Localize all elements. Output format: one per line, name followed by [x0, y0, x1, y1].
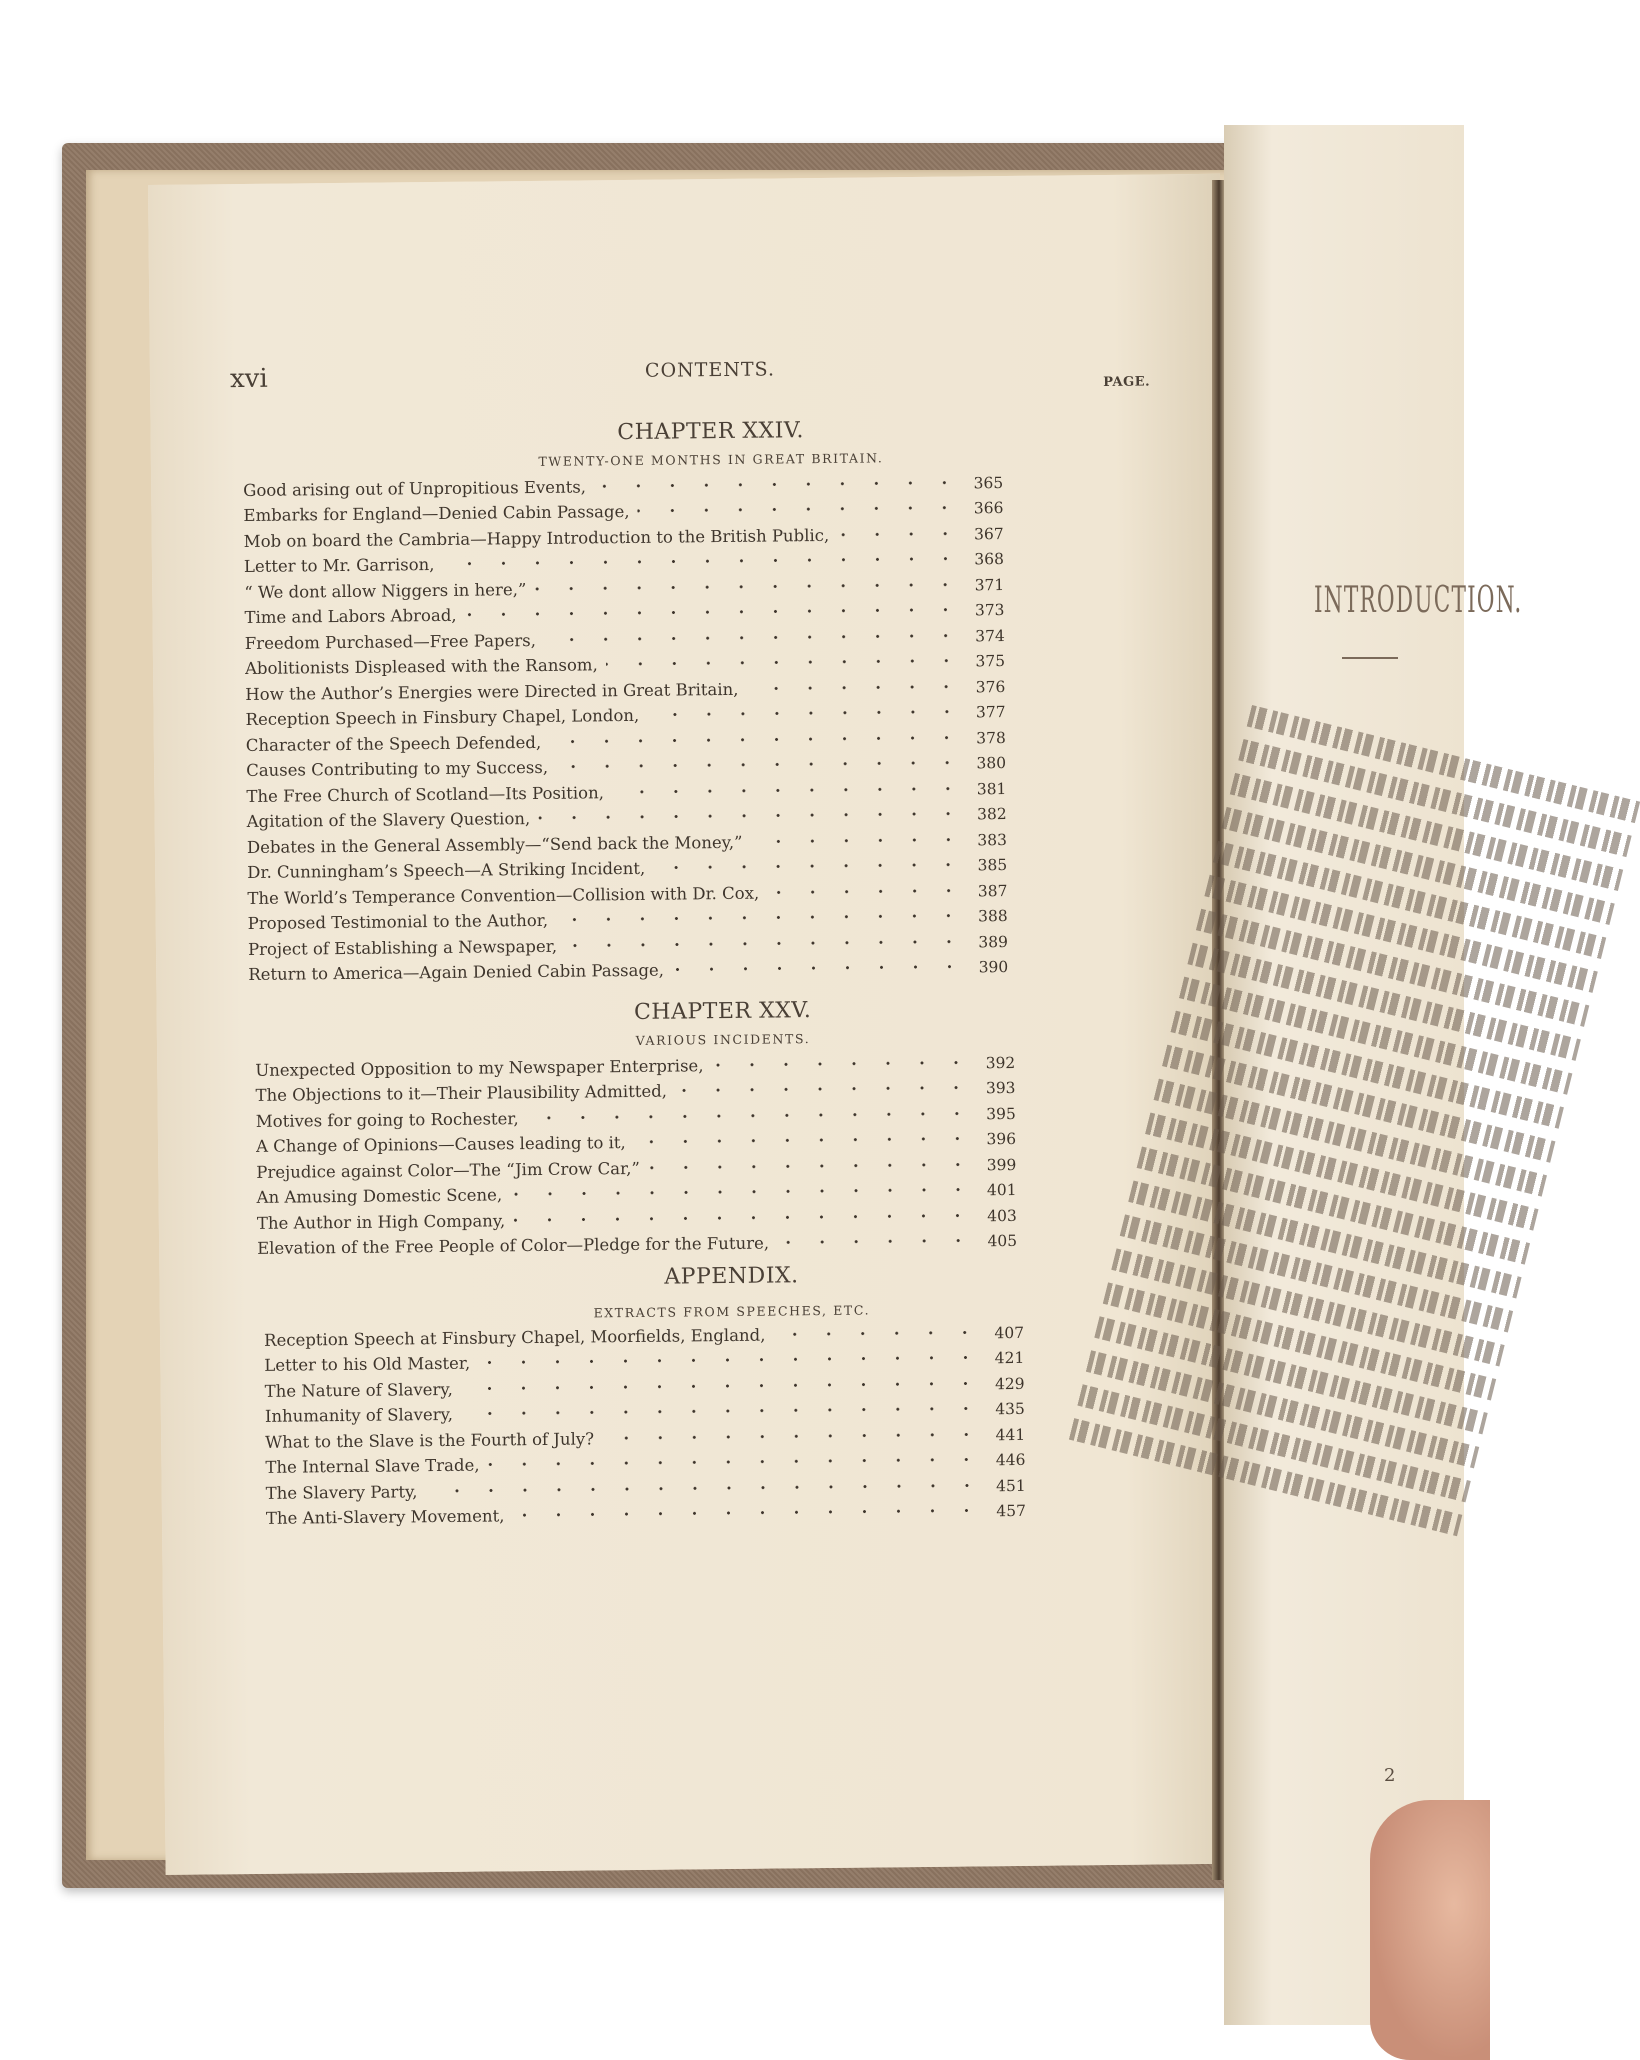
folio: xvi	[229, 363, 268, 395]
dot-leader	[777, 1233, 975, 1249]
toc-entry-title: Inhumanity of Slavery,	[264, 1404, 454, 1426]
dot-leader	[746, 679, 963, 695]
dot-leader	[549, 730, 964, 748]
toc-entry-title: Reception Speech at Finsbury Chapel, Moorfields, England,	[264, 1325, 766, 1350]
dot-leader	[637, 501, 961, 518]
toc-entry-page: 407	[994, 1323, 1025, 1342]
page-column-label: PAGE.	[1103, 374, 1151, 391]
dot-leader	[478, 1350, 982, 1369]
toc-entry-page: 395	[986, 1104, 1016, 1123]
toc-entry-title: Mob on board the Cambria—Happy Introduction to the British Public,	[243, 525, 830, 551]
dot-leader	[556, 755, 964, 773]
toc-entry-title: Agitation of the Slavery Question,	[246, 809, 531, 832]
dot-leader	[464, 602, 962, 621]
toc-entry-page: 396	[986, 1129, 1017, 1149]
chapter-24-title: CHAPTER XXIV.	[617, 418, 805, 446]
toc-entry-page: 451	[995, 1476, 1026, 1495]
toc-entry-title: Prejudice against Color—The “Jim Crow Car,”	[256, 1158, 640, 1182]
dot-leader	[594, 475, 961, 493]
toc-entry-page: 441	[995, 1425, 1026, 1444]
ornament-rule	[1342, 657, 1398, 659]
dot-leader	[672, 959, 966, 976]
toc-entry-page: 388	[978, 907, 1008, 926]
toc-entry-page: 429	[994, 1374, 1025, 1393]
toc-entry-title: The Objections to it—Their Plausibility Admitted,	[255, 1081, 668, 1105]
toc-entry-title: Freedom Purchased—Free Papers,	[244, 630, 536, 653]
dot-leader	[534, 577, 962, 595]
dot-leader	[442, 551, 962, 570]
toc-entry-page: 375	[975, 652, 1006, 671]
chapter-24-entries	[243, 466, 1008, 984]
toc-entry-page: 403	[987, 1206, 1017, 1225]
toc-entry-page: 421	[994, 1348, 1025, 1368]
dot-leader	[461, 1376, 983, 1395]
appendix-title: APPENDIX.	[664, 1263, 799, 1290]
toc-entry-page: 367	[974, 524, 1004, 543]
toc-entry-title: Debates in the General Assembly—“Send back the Money,”	[246, 832, 743, 857]
toc-entry-page: 377	[975, 703, 1006, 722]
toc-entry-title: Letter to his Old Master,	[264, 1353, 471, 1375]
toc-entry-title: Project of Establishing a Newspaper,	[247, 936, 558, 959]
dot-leader	[750, 832, 965, 848]
chapter-24-subtitle: TWENTY-ONE MONTHS IN GREAT BRITAIN.	[538, 450, 884, 469]
chapter-25-entries	[255, 1046, 1017, 1258]
toc-entry-title: The World’s Temperance Convention—Collision with Dr. Cox,	[247, 883, 760, 908]
toc-entry-page: 401	[986, 1180, 1017, 1200]
toc-entry-page: 387	[977, 881, 1008, 900]
toc-entry-title: The Anti-Slavery Movement,	[265, 1506, 505, 1528]
toc-entry-title: Return to America—Again Denied Cabin Passage,	[248, 960, 665, 984]
toc-entry-title: The Free Church of Scotland—Its Position,	[246, 782, 604, 806]
toc-entry-page: 365	[973, 473, 1004, 492]
appendix-entries	[264, 1316, 1026, 1528]
toc-entry-page: 405	[987, 1231, 1018, 1251]
introduction-page	[1224, 125, 1523, 2025]
running-title: CONTENTS.	[644, 358, 776, 382]
toc-entry-title: The Author in High Company,	[256, 1210, 506, 1233]
dot-leader	[512, 1503, 984, 1522]
toc-entry-title: Motives for going to Rochester,	[255, 1108, 519, 1131]
toc-entry-title: Dr. Cunningham’s Speech—A Striking Incident,	[247, 858, 646, 882]
toc-entry-page: 380	[976, 754, 1007, 773]
toc-entry-title: Letter to Mr. Garrison,	[243, 555, 435, 577]
toc-entry-page: 371	[974, 575, 1005, 594]
toc-entry-page: 392	[985, 1053, 1016, 1072]
toc-entry-title: “ We dont allow Niggers in here,”	[244, 579, 527, 602]
right-page-number: 2	[1384, 1765, 1396, 1786]
toc-entry-title: An Amusing Domestic Scene,	[256, 1185, 503, 1207]
toc-entry-page: 385	[977, 856, 1008, 875]
introduction-heading: INTRODUCTION.	[1314, 580, 1523, 621]
chapter-25-subtitle: VARIOUS INCIDENTS.	[635, 1031, 811, 1048]
dot-leader	[527, 1106, 974, 1125]
dot-leader	[538, 806, 965, 824]
dot-leader	[513, 1208, 975, 1227]
toc-entry-page: 399	[986, 1155, 1017, 1174]
toc-entry-page: 390	[978, 958, 1009, 977]
toc-entry-page: 446	[995, 1450, 1026, 1470]
toc-entry-page: 457	[996, 1501, 1027, 1521]
dot-leader	[602, 1427, 983, 1445]
toc-entry-title: Good arising out of Unpropitious Events,	[243, 476, 587, 500]
appendix-subtitle: EXTRACTS FROM SPEECHES, ETC.	[593, 1302, 871, 1321]
toc-entry-page: 368	[974, 550, 1005, 569]
holding-thumb	[1370, 1800, 1490, 2060]
toc-entry-page: 393	[985, 1078, 1016, 1098]
dot-leader	[837, 526, 962, 541]
toc-entry-title: Time and Labors Abroad,	[244, 605, 457, 628]
chapter-25-title: CHAPTER XXV.	[633, 998, 812, 1025]
dot-leader	[487, 1452, 983, 1471]
toc-entry-page: 373	[974, 601, 1005, 620]
dot-leader	[544, 628, 963, 646]
toc-entry-title: The Internal Slave Trade,	[265, 1455, 480, 1477]
toc-entry-title: How the Author’s Energies were Directed in Great Britain,	[245, 679, 739, 704]
toc-entry-page: 366	[973, 499, 1004, 518]
toc-entry-title: Character of the Speech Defended,	[245, 732, 542, 755]
toc-entry-page: 435	[995, 1399, 1025, 1419]
toc-entry-title: Embarks for England—Denied Cabin Passage,	[243, 501, 630, 526]
toc-entry-title: Abolitionists Displeased with the Ransom,	[244, 655, 598, 679]
dot-leader	[461, 1401, 983, 1420]
dot-leader	[711, 1055, 973, 1072]
toc-entry-title: Causes Contributing to my Success,	[246, 757, 549, 781]
toc-entry-title: The Slavery Party,	[265, 1481, 418, 1503]
toc-entry-page: 381	[976, 779, 1007, 798]
dot-leader	[565, 934, 966, 952]
toc-entry-title: Proposed Testimonial to the Author,	[247, 910, 549, 933]
toc-entry-title: Reception Speech in Finsbury Chapel, London,	[245, 705, 640, 730]
contents-page	[148, 174, 1238, 1875]
dot-leader	[647, 704, 963, 721]
dot-leader	[606, 653, 963, 671]
dot-leader	[675, 1080, 974, 1097]
dot-leader	[653, 857, 965, 874]
dot-leader	[556, 908, 966, 926]
toc-entry-page: 389	[978, 932, 1009, 951]
toc-entry-page: 382	[976, 805, 1007, 824]
dot-leader	[634, 1131, 974, 1149]
dot-leader	[767, 883, 965, 899]
toc-entry-title: Unexpected Opposition to my Newspaper Enterprise,	[255, 1055, 704, 1080]
toc-entry-page: 383	[977, 830, 1007, 849]
page-header	[230, 354, 1190, 404]
toc-entry-page: 378	[976, 728, 1006, 747]
toc-entry-page: 376	[975, 677, 1006, 696]
toc-entry-title: What to the Slave is the Fourth of July?	[265, 1428, 595, 1452]
toc-entry-title: A Change of Opinions—Causes leading to it,	[255, 1133, 626, 1156]
dot-leader	[510, 1182, 975, 1201]
dot-leader	[648, 1157, 975, 1174]
toc-entry-title: Elevation of the Free People of Color—Pledge for the Future,	[257, 1233, 770, 1258]
toc-entry-title: The Nature of Slavery,	[264, 1379, 453, 1401]
dot-leader	[773, 1325, 982, 1341]
dot-leader	[612, 781, 965, 799]
toc-entry-page: 374	[975, 626, 1005, 645]
